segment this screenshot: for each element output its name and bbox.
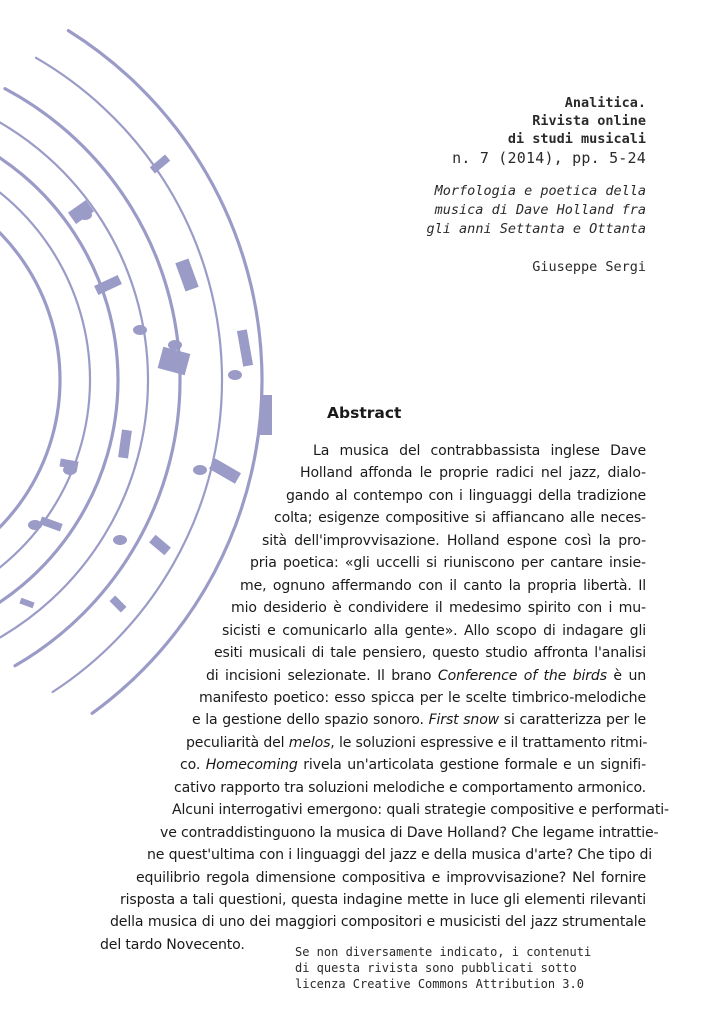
italic-term: melos — [288, 735, 331, 751]
note-head — [228, 370, 242, 380]
note-block — [209, 458, 241, 483]
abstract-line: La musica del contrabbassista inglese Dave — [313, 443, 646, 459]
abstract-line: e la gestione dello spazio sonoro. First snow si caratterizza per le — [192, 712, 646, 728]
italic-term: Conference of the birds — [437, 668, 607, 684]
note-block — [39, 516, 62, 531]
note-block — [118, 429, 132, 458]
abstract-line: esiti musicali di tale pensiero, questo studio affronta l'analisi — [214, 645, 646, 661]
journal-title-line-2: Rivista online — [532, 113, 646, 129]
note-head — [193, 465, 207, 475]
abstract-line: sicisti e comunicarlo alla gente». Allo scopo di indagare gli — [222, 623, 646, 639]
abstract-line: colta; esigenze compositive si affiancano alle neces- — [274, 510, 646, 526]
staff-line — [0, 157, 90, 604]
note-block — [175, 259, 198, 292]
abstract-line: pria poetica: «gli uccelli si riuniscono per cantare insie- — [250, 555, 646, 571]
journal-header — [266, 94, 646, 276]
abstract-line: ve contraddistinguono la musica di Dave Holland? Che legame intrattie- — [160, 825, 659, 841]
abstract-line: Alcuni interrogativi emergono: quali strategie compositive e performati- — [172, 802, 669, 818]
note-head — [28, 520, 42, 530]
abstract-line: co. Homecoming rivela un'articolata gestione formale e un signifi- — [180, 757, 647, 773]
journal-title-line-3: di studi musicali — [507, 131, 646, 147]
article-title-line-1: Morfologia e poetica della — [434, 183, 646, 199]
abstract-line: risposta a tali questioni, questa indagine mette in luce gli elementi rilevanti — [120, 892, 646, 908]
abstract-line: equilibrio regola dimensione compositiva e improvvisazione? Nel fornire — [136, 870, 646, 886]
article-title-line-2: musica di Dave Holland fra — [434, 202, 646, 218]
staff-line — [0, 112, 148, 645]
abstract-line: cativo rapporto tra soluzioni melodiche e comportamento armonico. — [174, 780, 646, 796]
note-block — [110, 596, 127, 613]
license-line-2: di questa rivista sono pubblicati sotto — [295, 961, 577, 975]
license-line-1: Se non diversamente indicato, i contenuti — [295, 945, 592, 959]
abstract-line: del tardo Novecento. — [100, 937, 245, 953]
license-line-3: licenza Creative Commons Attribution 3.0 — [295, 977, 584, 991]
license-notice — [295, 944, 655, 992]
abstract-line: sità dell'improvvisazione. Holland espone così la pro- — [262, 533, 646, 549]
abstract-line: mio desiderio è condividere il medesimo spirito con i mu- — [231, 600, 646, 616]
article-title-line-3: gli anni Settanta e Ottanta — [426, 221, 646, 237]
abstract-line: ne quest'ultima con i linguaggi del jazz e della musica d'arte? Che tipo di — [147, 847, 653, 863]
abstract-line: della musica di uno dei maggiori compositori e musicisti del jazz strumentale — [110, 914, 646, 930]
note-head — [168, 340, 182, 350]
note-block — [149, 535, 171, 556]
note-head — [113, 535, 127, 545]
note-block — [260, 395, 272, 435]
note-head — [63, 465, 77, 475]
abstract-line: di incisioni selezionate. Il brano Conference of the birds è un — [206, 668, 647, 684]
article-title — [266, 182, 646, 239]
italic-term: Homecoming — [205, 757, 298, 773]
journal-title-line-1: Analitica. — [564, 95, 646, 111]
abstract-line: manifesto poetico: esso spicca per le scelte timbrico-melodiche — [199, 690, 646, 706]
abstract-line: peculiarità del melos, le soluzioni espressive e il trattamento ritmi- — [186, 735, 648, 751]
note-block — [19, 598, 34, 608]
author-name: Giuseppe Sergi — [532, 259, 646, 275]
note-block — [237, 329, 253, 366]
note-head — [78, 210, 92, 220]
abstract-heading: Abstract — [327, 404, 402, 422]
note-head — [133, 325, 147, 335]
abstract-line: gando al contempo con i linguaggi della tradizione — [286, 488, 646, 504]
abstract-line: me, ognuno affermando con il canto la propria libertà. Il — [240, 578, 646, 594]
note-block — [158, 347, 191, 375]
issue-info: n. 7 (2014), pp. 5-24 — [452, 149, 646, 167]
italic-term: First snow — [428, 712, 500, 728]
abstract-line: Holland affonda le proprie radici nel jazz, dialo- — [300, 465, 646, 481]
